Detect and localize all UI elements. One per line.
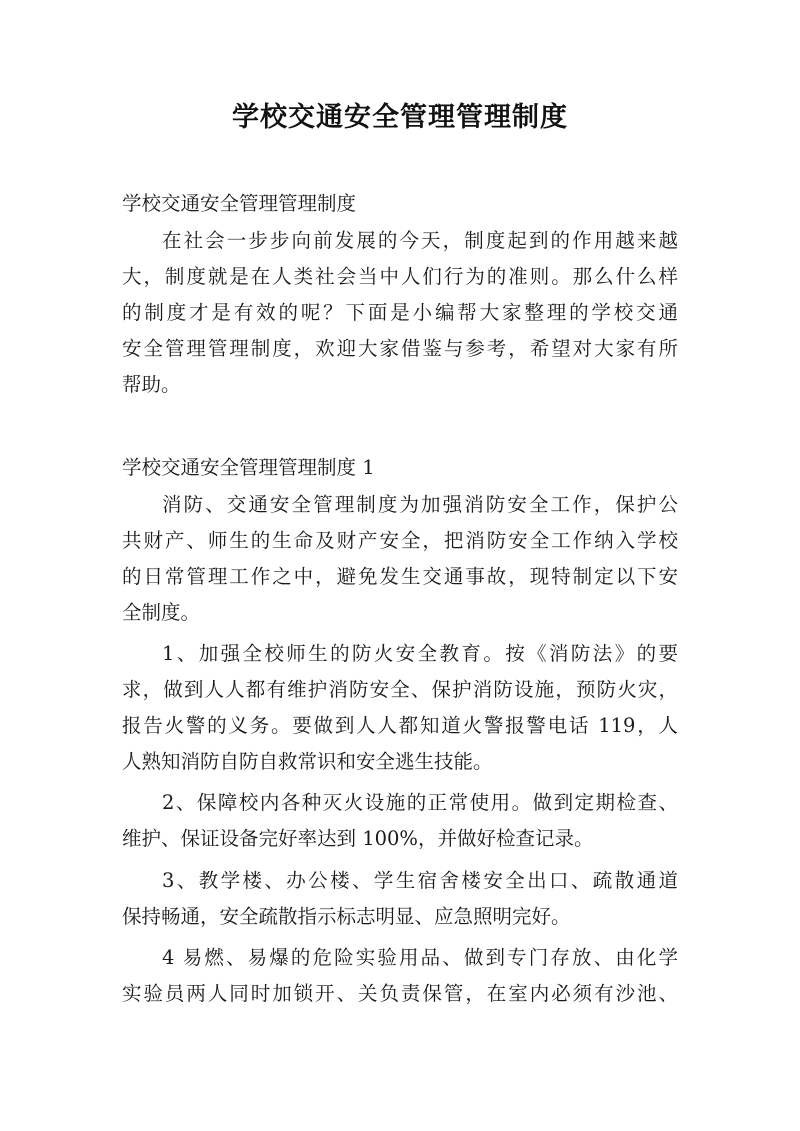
item4-line: 4 易燃、易爆的危险实验用品、做到专门存放、由化学 — [162, 946, 678, 969]
item1-line: 求，做到人人都有维护消防安全、保护消防设施，预防火灾， — [122, 678, 678, 701]
intro-line: 帮助。 — [122, 373, 181, 396]
item1-line: 1、加强全校师生的防火安全教育。按《消防法》的要 — [162, 642, 678, 665]
section1-intro-line: 全制度。 — [122, 601, 201, 624]
intro-line: 大，制度就是在人类社会当中人们行为的准则。那么什么样 — [122, 265, 678, 288]
section1-heading: 学校交通安全管理管理制度 1 — [122, 456, 375, 479]
intro-line: 在社会一步步向前发展的今天，制度起到的作用越来越 — [162, 229, 678, 252]
item1-line: 人熟知消防自防自救常识和安全逃生技能。 — [122, 750, 493, 773]
section1-intro-line: 的日常管理工作之中，避免发生交通事故，现特制定以下安 — [122, 565, 678, 588]
item3-line: 保持畅通，安全疏散指示标志明显、应急照明完好。 — [122, 905, 571, 928]
intro-line: 的制度才是有效的呢？下面是小编帮大家整理的学校交通 — [122, 301, 678, 324]
item3-line: 3、教学楼、办公楼、学生宿舍楼安全出口、疏散通道 — [162, 869, 678, 892]
intro-line: 安全管理管理制度，欢迎大家借鉴与参考，希望对大家有所 — [122, 337, 678, 360]
item1-line: 报告火警的义务。要做到人人都知道火警报警电话 119，人 — [122, 714, 678, 737]
item2-line: 2、保障校内各种灭火设施的正常使用。做到定期检查、 — [162, 791, 678, 814]
section1-intro-line: 共财产、师生的生命及财产安全，把消防安全工作纳入学校 — [122, 529, 678, 552]
intro-heading: 学校交通安全管理管理制度 — [122, 192, 357, 215]
item4-line: 实验员两人同时加锁开、关负责保管，在室内必须有沙池、 — [122, 982, 678, 1005]
item2-line: 维护、保证设备完好率达到 100%，并做好检查记录。 — [122, 827, 594, 850]
document-title: 学校交通安全管理管理制度 — [232, 102, 568, 133]
section1-intro-line: 消防、交通安全管理制度为加强消防安全工作，保护公 — [162, 493, 678, 516]
